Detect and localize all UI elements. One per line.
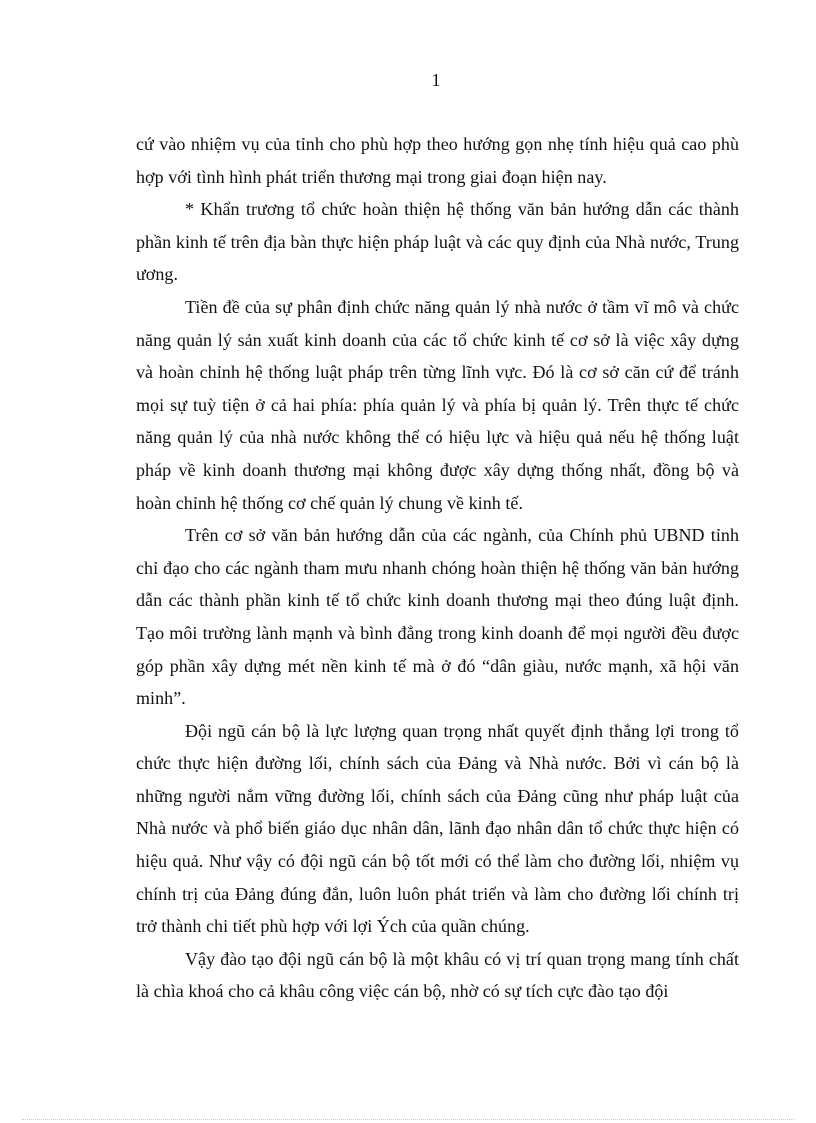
page-bottom-divider — [22, 1119, 794, 1120]
paragraph-function-separation: Tiền đề của sự phân định chức năng quản lý nhà nước ở tầm vĩ mô và chức năng quản lý sản xuất kinh doanh của các tổ chức kinh tế cơ sở là việc xây dựng và hoàn chỉnh hệ thống luật pháp trên từng lĩnh vực. Đó là cơ sở căn cứ để tránh mọi sự tuỳ tiện ở cả hai phía: phía quản lý và phía bị quản lý. Trên thực tế chức năng quản lý của nhà nước không thể có hiệu lực và hiệu quả nếu hệ thống luật pháp về kinh doanh thương mại không được xây dựng thống nhất, đồng bộ và hoàn chỉnh hệ thống cơ chế quản lý chung về kinh tế. — [136, 296, 739, 513]
paragraph-continuation: cứ vào nhiệm vụ của tỉnh cho phù hợp theo hướng gọn nhẹ tính hiệu quả cao phù hợp với tình hình phát triển thương mại trong giai đoạn hiện nay. — [136, 134, 739, 187]
paragraph-cadre-team: Đội ngũ cán bộ là lực lượng quan trọng nhất quyết định thắng lợi trong tổ chức thực hiện đường lối, chính sách của Đảng và Nhà nước. Bởi vì cán bộ là những người nắm vững đường lối, chính sách của Đảng cũng như pháp luật của Nhà nước và phổ biến giáo dục nhân dân, lãnh đạo nhân dân tổ chức thực hiện có hiệu quả. Như vậy có đội ngũ cán bộ tốt mới có thể làm cho đường lối, nhiệm vụ chính trị của Đảng đúng đắn, luôn luôn phát triển và làm cho đường lối chính trị trở thành chi tiết phù hợp với lợi Ých của quần chúng. — [136, 720, 739, 937]
paragraph-cadre-training: Vậy đào tạo đội ngũ cán bộ là một khâu có vị trí quan trọng mang tính chất là chìa khoá cho cả khâu công việc cán bộ, nhờ có sự tích cực đào tạo đội — [136, 948, 739, 1002]
paragraph-legal-documents: * Khẩn trương tổ chức hoàn thiện hệ thống văn bản hướng dẫn các thành phần kinh tế trên địa bàn thực hiện pháp luật và các quy định của Nhà nước, Trung ương. — [136, 199, 739, 285]
document-body — [136, 128, 739, 1008]
page-number: 1 — [431, 70, 441, 90]
paragraph-guidance-documents: Trên cơ sở văn bản hướng dẫn của các ngành, của Chính phủ UBND tỉnh chỉ đạo cho các ngành tham mưu nhanh chóng hoàn thiện hệ thống văn bản hướng dẫn các thành phần kinh tế tổ chức kinh doanh thương mại theo đúng luật định. Tạo môi trường lành mạnh và bình đẳng trong kinh doanh để mọi người đều được góp phần xây dựng mét nền kinh tế mà ở đó “dân giàu, nước mạnh, xã hội văn minh”. — [136, 525, 739, 709]
